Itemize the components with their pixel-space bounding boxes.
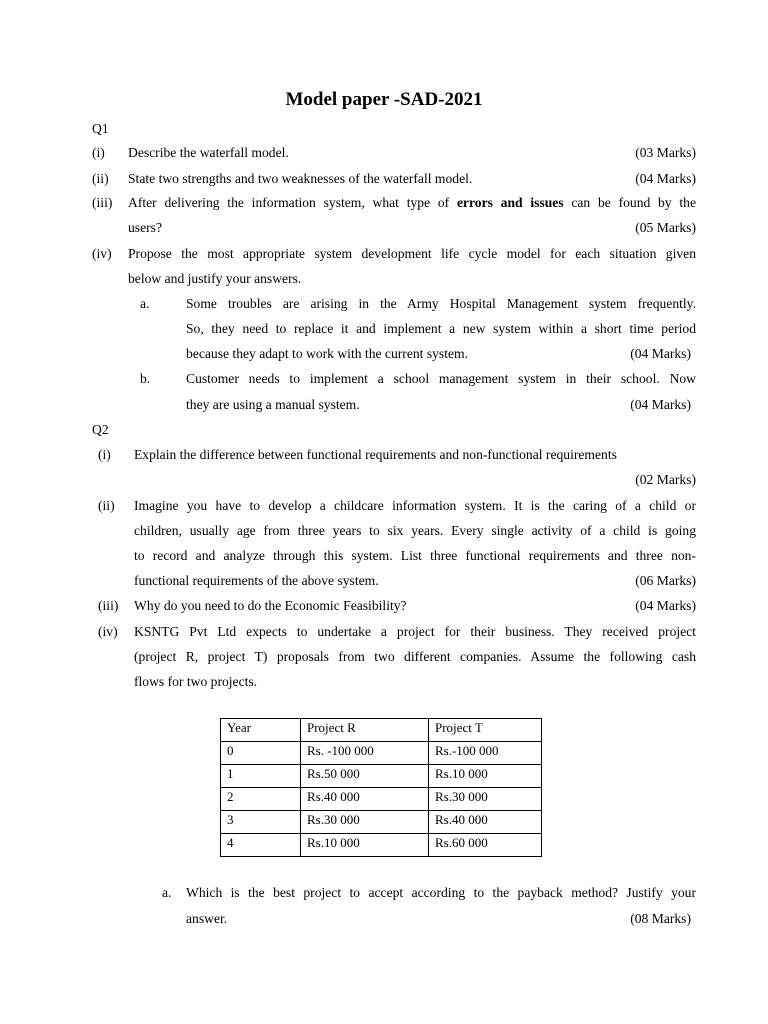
q2-i-number: (i): [98, 447, 111, 462]
q2-ii-marks: (06 Marks): [635, 573, 696, 588]
q1-ii-marks: (04 Marks): [635, 171, 696, 186]
q2-iii-text: Why do you need to do the Economic Feasibility?: [134, 598, 407, 613]
q1-iv-a-marks: (04 Marks): [630, 346, 691, 361]
q2-iii-marks: (04 Marks): [635, 598, 696, 613]
table-cell-year: 4: [221, 834, 301, 857]
table-cell-year: 0: [221, 742, 301, 765]
q2-iii-number: (iii): [98, 598, 119, 613]
q1-iii-text-post: can be found by the: [563, 195, 697, 210]
q1-iv-a-line3: because they adapt to work with the current system.: [186, 346, 468, 361]
table-cell-year: 1: [221, 765, 301, 788]
q1-i-text: Describe the waterfall model.: [128, 145, 289, 160]
table-row: [221, 811, 542, 834]
q2-ii-number: (ii): [98, 498, 115, 513]
table-row: [221, 765, 542, 788]
q1-ii-number: (ii): [92, 171, 109, 186]
q1-ii-text: State two strengths and two weaknesses of the waterfall model.: [128, 171, 473, 186]
q1-iii-number: (iii): [92, 195, 113, 210]
q2-iv-number: (iv): [98, 624, 118, 639]
table-cell-project-r: Rs.40 000: [301, 788, 429, 811]
table-cell-project-r: Rs.30 000: [301, 811, 429, 834]
q1-iii-text-pre: After delivering the information system, what type of: [128, 195, 457, 210]
table-row: [221, 742, 542, 765]
q2-a-line1: Which is the best project to accept according to the payback method? Justify your: [186, 885, 696, 900]
table-cell-project-r: Rs.50 000: [301, 765, 429, 788]
table-header-row: [221, 719, 542, 742]
page-title: Model paper -SAD-2021: [285, 89, 483, 110]
q1-iv-a-number: a.: [140, 296, 150, 311]
table-header-project-r: Project R: [301, 719, 429, 742]
cash-flow-table: [220, 718, 542, 857]
q1-iv-b-line2: they are using a manual system.: [186, 397, 360, 412]
q1-iv-a-line1: Some troubles are arising in the Army Hospital Management system frequently.: [186, 296, 696, 311]
q2-a-number: a.: [162, 885, 172, 900]
q1-iii-line1: [128, 195, 696, 211]
question-2-label: Q2: [92, 422, 109, 437]
q2-ii-line4: functional requirements of the above system.: [134, 573, 379, 588]
q2-a-marks: (08 Marks): [630, 911, 691, 926]
q1-iv-b-number: b.: [140, 371, 151, 386]
q1-iii-text-bold: errors and issues: [456, 195, 564, 210]
q2-i-text: Explain the difference between functional requirements and non-functional requirements: [134, 447, 617, 462]
table-header-project-t: Project T: [429, 719, 542, 742]
table-row: [221, 788, 542, 811]
question-1-label: Q1: [92, 121, 109, 136]
table-cell-project-r: Rs. -100 000: [301, 742, 429, 765]
q1-iv-b-marks: (04 Marks): [630, 397, 691, 412]
table-cell-year: 3: [221, 811, 301, 834]
table-cell-project-t: Rs.10 000: [429, 765, 542, 788]
table-row: [221, 834, 542, 857]
table-cell-project-t: Rs.-100 000: [429, 742, 542, 765]
q1-i-marks: (03 Marks): [635, 145, 696, 160]
q2-ii-line3: to record and analyze through this system. List three functional requirements and three non-: [134, 548, 696, 563]
q1-iv-b-line1: Customer needs to implement a school management system in their school. Now: [186, 371, 696, 386]
q2-ii-line2: children, usually age from three years to six years. Every single activity of a child is going: [134, 523, 696, 538]
q1-iv-number: (iv): [92, 246, 112, 261]
q2-iv-line3: flows for two projects.: [134, 674, 258, 689]
q1-i-number: (i): [92, 145, 105, 160]
q1-iv-line2: below and justify your answers.: [128, 271, 302, 286]
table-cell-project-r: Rs.10 000: [301, 834, 429, 857]
q1-iii-line2: users?: [128, 220, 162, 235]
table-cell-year: 2: [221, 788, 301, 811]
q2-iv-line1: KSNTG Pvt Ltd expects to undertake a project for their business. They received project: [134, 624, 696, 639]
q2-ii-line1: Imagine you have to develop a childcare information system. It is the caring of a child or: [134, 498, 696, 513]
q1-iii-marks: (05 Marks): [635, 220, 696, 235]
q1-iv-a-line2: So, they need to replace it and implement a new system within a short time period: [186, 321, 696, 336]
q1-iv-line1: Propose the most appropriate system development life cycle model for each situation given: [128, 246, 696, 261]
q2-i-marks: (02 Marks): [635, 472, 696, 487]
table-cell-project-t: Rs.40 000: [429, 811, 542, 834]
q2-iv-line2: (project R, project T) proposals from two different companies. Assume the following cash: [134, 649, 696, 664]
table-header-year: Year: [221, 719, 301, 742]
table-cell-project-t: Rs.60 000: [429, 834, 542, 857]
table-cell-project-t: Rs.30 000: [429, 788, 542, 811]
q2-a-line2: answer.: [186, 911, 228, 926]
